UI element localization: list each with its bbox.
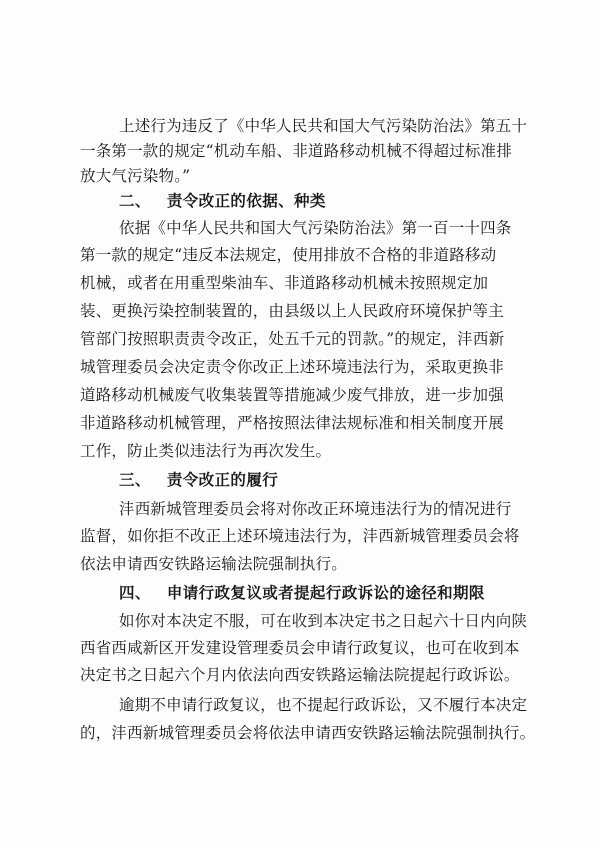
paragraph-2-line-2: 第一款的规定“违反本法规定，使用排放不合格的非道路移动 bbox=[80, 246, 497, 264]
paragraph-2-line-6: 城管理委员会决定责令你改正上述环境违法行为，采取更换非 bbox=[80, 358, 504, 376]
paragraph-3-line-1: 沣西新城管理委员会将对你改正环境违法行为的情况进行 bbox=[119, 500, 512, 518]
section-heading-3 bbox=[119, 470, 278, 490]
paragraph-2-line-3: 机械，或者在用重型柴油车、非道路移动机械未按照规定加 bbox=[80, 274, 489, 292]
paragraph-4-line-2: 西省西咸新区开发建设管理委员会申请行政复议，也可在收到本 bbox=[80, 639, 520, 657]
section-heading-4-number: 四、 bbox=[119, 584, 151, 602]
paragraph-2-line-1: 依据《中华人民共和国大气污染防治法》第一百一十四条 bbox=[119, 219, 512, 237]
paragraph-4-line-3: 决定书之日起六个月内依法向西安铁路运输法院提起行政诉讼。 bbox=[80, 666, 520, 684]
paragraph-3-line-2: 监督，如你拒不改正上述环境违法行为，沣西新城管理委员会将 bbox=[80, 527, 520, 545]
paragraph-1-line-2: 一条第一款的规定“机动车船、非道路移动机械不得超过标准排 bbox=[80, 142, 513, 160]
paragraph-2-line-4: 装、更换污染控制装置的，由县级以上人民政府环境保护等主 bbox=[80, 302, 504, 320]
paragraph-5-line-1: 逾期不申请行政复议，也不提起行政诉讼，又不履行本决定 bbox=[119, 696, 528, 714]
paragraph-2-line-7: 道路移动机械废气收集装置等措施减少废气排放，进一步加强 bbox=[80, 386, 504, 404]
section-heading-3-number: 三、 bbox=[119, 471, 151, 489]
section-heading-4 bbox=[119, 583, 485, 603]
paragraph-5-line-2: 的，沣西新城管理委员会将依法申请西安铁路运输法院强制执行。 bbox=[80, 724, 536, 742]
section-heading-4-text: 申请行政复议或者提起行政诉讼的途径和期限 bbox=[166, 584, 485, 602]
section-heading-2 bbox=[119, 191, 326, 211]
paragraph-4-line-1: 如你对本决定不服，可在收到本决定书之日起六十日内向陕 bbox=[119, 612, 528, 630]
section-heading-3-text: 责令改正的履行 bbox=[166, 471, 279, 489]
paragraph-2-line-5: 管部门按照职责责令改正，处五千元的罚款。”的规定，沣西新 bbox=[80, 330, 505, 348]
paragraph-3-line-3: 依法申请西安铁路运输法院强制执行。 bbox=[80, 555, 347, 573]
paragraph-1-line-3: 放大气污染物。” bbox=[80, 167, 191, 185]
paragraph-2-line-9: 工作，防止类似违法行为再次发生。 bbox=[80, 442, 332, 460]
paragraph-1-line-1: 上述行为违反了《中华人民共和国大气污染防治法》第五十 bbox=[119, 117, 528, 135]
section-heading-2-text: 责令改正的依据、种类 bbox=[166, 192, 326, 210]
section-heading-2-number: 二、 bbox=[119, 192, 151, 210]
paragraph-2-line-8: 非道路移动机械管理，严格按照法律法规标准和相关制度开展 bbox=[80, 414, 504, 432]
